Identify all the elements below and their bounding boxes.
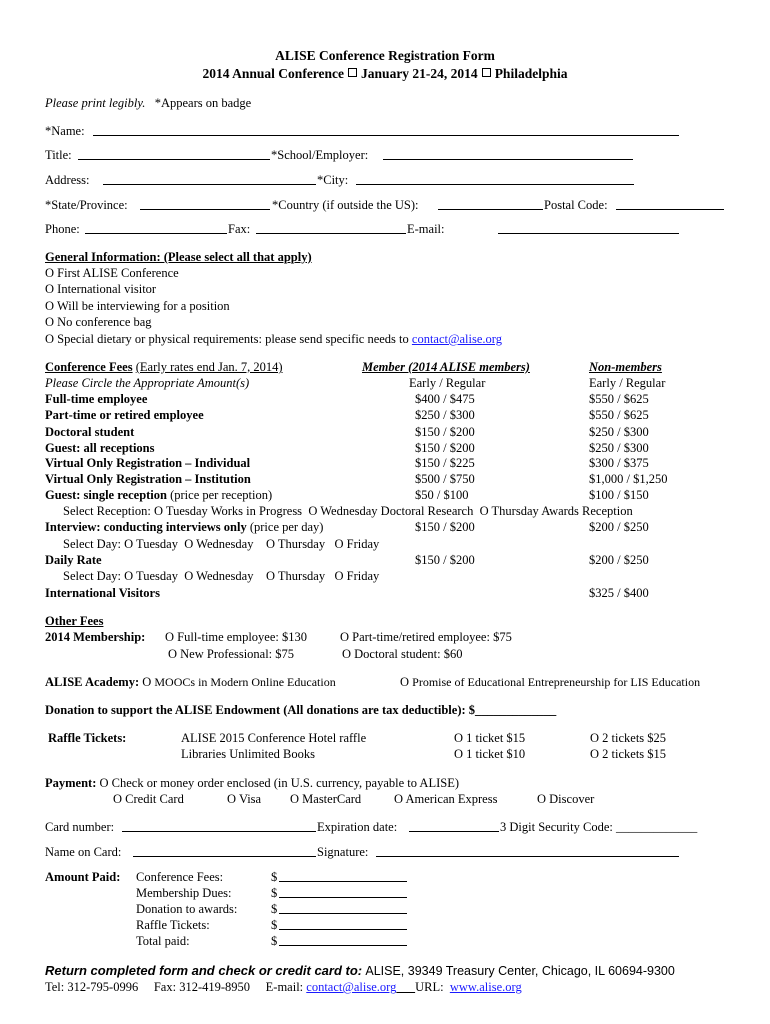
option-label: Special dietary or physical requirements: please send specific needs to <box>57 332 409 346</box>
name-on-card-label: Name on Card: <box>45 845 122 859</box>
return-address: ALISE, 39349 Treasury Center, Chicago, IL 60694-9300 <box>365 964 675 978</box>
city-label: *City: <box>317 173 349 187</box>
select-day-row <box>63 569 379 584</box>
academy-option[interactable] <box>400 675 700 690</box>
footer-contact <box>45 980 522 995</box>
postal-label: Postal Code: <box>544 198 608 212</box>
option-no-bag[interactable] <box>45 315 152 330</box>
radio-icon[interactable]: O <box>184 537 194 551</box>
member-fee[interactable]: $150 / $225 <box>415 456 475 470</box>
day-option[interactable] <box>334 537 379 551</box>
academy-row <box>45 675 336 690</box>
form-subtitle <box>0 66 770 81</box>
fax-field[interactable] <box>256 233 406 234</box>
circle-instruction: Please Circle the Appropriate Amount(s) <box>45 376 250 390</box>
day-option[interactable] <box>184 537 253 551</box>
phone-field[interactable] <box>85 233 227 234</box>
payment-method[interactable] <box>290 792 361 807</box>
nonmember-fee[interactable]: $300 / $375 <box>589 456 649 470</box>
amount-field-raffle[interactable] <box>279 929 407 930</box>
state-label: *State/Province: <box>45 198 128 212</box>
check-option[interactable] <box>100 776 460 790</box>
reception-option[interactable] <box>154 504 302 518</box>
separator-box-icon <box>482 68 491 77</box>
amount-paid-label: Amount Paid: <box>45 870 121 884</box>
radio-icon[interactable]: O <box>537 792 547 806</box>
day-option[interactable] <box>124 537 178 551</box>
payment-method-label: MasterCard <box>302 792 362 806</box>
day-label: Thursday <box>277 569 326 583</box>
intro <box>45 96 251 111</box>
dollar-sign: $ <box>271 902 278 916</box>
fees-title: Conference Fees <box>45 360 133 374</box>
security-code[interactable]: 3 Digit Security Code: _____________ <box>500 820 698 834</box>
membership-label: 2014 Membership: <box>45 630 146 644</box>
radio-icon[interactable]: O <box>45 266 55 280</box>
member-fee[interactable]: $150 / $200 <box>415 553 475 567</box>
option-first-conference[interactable] <box>45 266 179 281</box>
dollar-sign: $ <box>271 934 278 948</box>
payment-label: Payment: <box>45 776 97 790</box>
day-option[interactable] <box>266 537 325 551</box>
radio-icon[interactable]: O <box>99 776 109 790</box>
option-international[interactable] <box>45 282 156 297</box>
day-option[interactable] <box>184 569 253 583</box>
radio-icon[interactable]: O <box>45 315 55 329</box>
fee-row-label: Doctoral student <box>45 425 135 439</box>
member-fee[interactable]: $150 / $200 <box>415 425 475 439</box>
nonmember-fee[interactable]: $250 / $300 <box>589 425 649 439</box>
fee-row-label: Full-time employee <box>45 392 148 406</box>
radio-icon[interactable]: O <box>45 332 55 346</box>
option-label: First ALISE Conference <box>57 266 179 280</box>
radio-icon[interactable]: O <box>334 569 344 583</box>
member-fee[interactable]: $250 / $300 <box>415 408 475 422</box>
option-interviewing[interactable] <box>45 299 230 314</box>
fax-label: Fax: <box>228 222 251 236</box>
raffle-option-label: 2 tickets $15 <box>602 747 667 761</box>
dollar-sign: $ <box>271 870 278 884</box>
membership-option-label: Full-time employee: $130 <box>177 630 307 644</box>
expiration-field[interactable] <box>409 831 499 832</box>
academy-option[interactable] <box>142 675 335 689</box>
employer-field[interactable] <box>383 159 633 160</box>
membership-option-label: Part-time/retired employee: $75 <box>352 630 512 644</box>
select-day-label: Select Day: <box>63 569 121 583</box>
raffle-option[interactable] <box>454 747 525 762</box>
radio-icon[interactable]: O <box>290 792 300 806</box>
dollar-sign: $ <box>271 918 278 932</box>
amount-item-label: Raffle Tickets: <box>136 918 210 932</box>
interview-row <box>45 520 323 535</box>
select-reception-row <box>63 504 633 519</box>
email-label: E-mail: <box>407 222 445 236</box>
form-title: ALISE Conference Registration Form <box>275 48 495 63</box>
day-label: Friday <box>346 569 380 583</box>
member-fee[interactable]: $400 / $475 <box>415 392 475 406</box>
radio-icon[interactable]: O <box>479 504 489 518</box>
fee-row-label: Daily Rate <box>45 553 102 567</box>
radio-icon[interactable]: O <box>342 647 352 661</box>
radio-icon[interactable]: O <box>400 675 410 689</box>
day-option[interactable] <box>124 569 178 583</box>
radio-icon[interactable]: O <box>334 537 344 551</box>
donation-line[interactable]: Donation to support the ALISE Endowment (All donations are tax deductible): $_____________ <box>45 703 557 717</box>
employer-label: *School/Employer: <box>271 148 369 162</box>
day-label: Friday <box>346 537 380 551</box>
name-label: *Name: <box>45 124 85 138</box>
nonmember-heading: Non-members <box>589 360 662 374</box>
title-label: Title: <box>45 148 72 162</box>
raffle-option[interactable] <box>590 747 666 762</box>
raffle-item: ALISE 2015 Conference Hotel raffle <box>181 731 367 745</box>
radio-icon[interactable]: O <box>142 675 152 689</box>
fee-row-label: Virtual Only Registration – Individual <box>45 456 251 470</box>
membership-option[interactable] <box>342 647 462 662</box>
expiration-label: Expiration date: <box>317 820 398 834</box>
raffle-option[interactable] <box>454 731 525 746</box>
address-field[interactable] <box>103 184 316 185</box>
nonmember-fee[interactable]: $250 / $300 <box>589 441 649 455</box>
amount-item-label: Membership Dues: <box>136 886 232 900</box>
reception-label: Thursday Awards Reception <box>491 504 633 518</box>
fee-row-note: (price per reception) <box>170 488 273 502</box>
radio-icon[interactable]: O <box>590 731 600 745</box>
fees-note: (Early rates end Jan. 7, 2014) <box>135 360 283 374</box>
dollar-sign: $ <box>271 886 278 900</box>
academy-option-label: MOOCs in Modern Online Education <box>154 675 336 689</box>
card-number-field[interactable] <box>122 831 316 832</box>
radio-icon[interactable]: O <box>308 504 318 518</box>
payment-row <box>45 776 459 791</box>
membership-option-label: New Professional: $75 <box>180 647 295 661</box>
radio-icon[interactable]: O <box>168 647 178 661</box>
raffle-option-label: 1 ticket $10 <box>466 747 526 761</box>
fee-row-note: (price per day) <box>249 520 324 534</box>
fee-row-label: Virtual Only Registration – Institution <box>45 472 251 486</box>
payment-method[interactable] <box>227 792 261 807</box>
subtitle-city: Philadelphia <box>494 66 568 81</box>
academy-label: ALISE Academy: <box>45 675 140 689</box>
payment-method[interactable] <box>394 792 497 807</box>
option-label: Will be interviewing for a position <box>56 299 230 313</box>
country-field[interactable] <box>438 209 543 210</box>
member-fee[interactable]: $150 / $200 <box>415 441 475 455</box>
option-label: International visitor <box>57 282 157 296</box>
amount-field-donation[interactable] <box>279 913 407 914</box>
raffle-label: Raffle Tickets: <box>48 731 127 745</box>
fee-row-label: Guest: single reception <box>45 488 167 502</box>
other-fees-heading: Other Fees <box>45 614 104 628</box>
member-early-regular: Early / Regular <box>409 376 486 390</box>
day-label: Thursday <box>277 537 326 551</box>
nonmember-fee[interactable]: $550 / $625 <box>589 392 649 406</box>
signature-field[interactable] <box>376 856 679 857</box>
fee-row-label: International Visitors <box>45 586 160 600</box>
general-heading: General Information: (Please select all that apply) <box>45 250 312 264</box>
amount-field-total[interactable] <box>279 945 407 946</box>
member-fee[interactable]: $150 / $200 <box>415 520 475 534</box>
nonmember-fee[interactable]: $100 / $150 <box>589 488 649 502</box>
nonmember-fee[interactable]: $200 / $250 <box>589 520 649 534</box>
radio-icon[interactable]: O <box>265 537 275 551</box>
state-field[interactable] <box>140 209 270 210</box>
amount-item-label: Total paid: <box>136 934 190 948</box>
reception-label: Wednesday Doctoral Research <box>320 504 474 518</box>
check-option-label: Check or money order enclosed (in U.S. currency, payable to ALISE) <box>111 776 460 790</box>
name-field[interactable] <box>93 135 679 136</box>
member-fee[interactable]: $50 / $100 <box>415 488 469 502</box>
payment-method[interactable] <box>537 792 594 807</box>
radio-icon[interactable]: O <box>454 747 464 761</box>
return-instruction: Return completed form and check or credit card to: <box>45 963 363 978</box>
phone-label: Phone: <box>45 222 80 236</box>
option-label: No conference bag <box>57 315 152 329</box>
radio-icon[interactable]: O <box>153 504 163 518</box>
academy-option-label: Promise of Educational Entrepreneurship for LIS Education <box>412 675 701 689</box>
membership-option[interactable] <box>168 647 294 662</box>
reception-label: Tuesday Works in Progress <box>165 504 303 518</box>
member-fee[interactable]: $500 / $750 <box>415 472 475 486</box>
nonmember-fee[interactable]: $1,000 / $1,250 <box>589 472 668 486</box>
radio-icon[interactable]: O <box>124 569 134 583</box>
city-field[interactable] <box>356 184 634 185</box>
radio-icon[interactable]: O <box>113 792 123 806</box>
day-label: Wednesday <box>196 569 254 583</box>
postal-field[interactable] <box>616 209 724 210</box>
guest-single-row <box>45 488 272 503</box>
signature-label: Signature: <box>317 845 369 859</box>
select-day-row <box>63 537 379 552</box>
card-number-label: Card number: <box>45 820 115 834</box>
select-day-label: Select Day: <box>63 537 121 551</box>
return-line <box>45 963 675 979</box>
day-label: Wednesday <box>196 537 254 551</box>
radio-icon[interactable]: O <box>45 299 55 313</box>
member-heading: Member (2014 ALISE members) <box>362 360 530 374</box>
option-special-needs[interactable] <box>45 332 502 347</box>
subtitle-dates: January 21-24, 2014 <box>361 66 478 81</box>
footer-tel: Tel: 312-795-0996 <box>45 980 139 994</box>
radio-icon[interactable]: O <box>124 537 134 551</box>
address-label: Address: <box>45 173 90 187</box>
email-field[interactable] <box>498 233 679 234</box>
radio-icon[interactable]: O <box>184 569 194 583</box>
print-legibly-note: Please print legibly. <box>45 96 146 110</box>
reception-option[interactable] <box>480 504 633 518</box>
radio-icon[interactable]: O <box>165 630 175 644</box>
fee-row-label: Guest: all receptions <box>45 441 155 455</box>
nonmember-fee[interactable]: $550 / $625 <box>589 408 649 422</box>
day-label: Tuesday <box>136 537 178 551</box>
badge-note: *Appears on badge <box>154 96 252 110</box>
reception-option[interactable] <box>308 504 473 518</box>
amount-field-membership[interactable] <box>279 897 407 898</box>
payment-method-label: American Express <box>405 792 498 806</box>
footer-url-link[interactable]: www.alise.org <box>449 980 522 994</box>
raffle-option-label: 2 tickets $25 <box>602 731 667 745</box>
name-on-card-field[interactable] <box>133 856 316 857</box>
radio-icon[interactable]: O <box>340 630 350 644</box>
membership-option[interactable] <box>340 630 512 645</box>
footer-email-link[interactable]: contact@alise.org <box>306 980 397 994</box>
raffle-item: Libraries Unlimited Books <box>181 747 316 761</box>
footer-email-label: E-mail: <box>265 980 304 994</box>
membership-option-label: Doctoral student: $60 <box>354 647 463 661</box>
separator-box-icon <box>348 68 357 77</box>
subtitle-conference: 2014 Annual Conference <box>202 66 345 81</box>
country-label: *Country (if outside the US): <box>272 198 419 212</box>
contact-email-link[interactable]: contact@alise.org <box>411 332 502 346</box>
amount-field-conference[interactable] <box>279 881 407 882</box>
day-option[interactable] <box>266 569 325 583</box>
payment-method-label: Visa <box>238 792 262 806</box>
footer-url-label: URL: <box>415 980 444 994</box>
footer-fax: Fax: 312-419-8950 <box>153 980 251 994</box>
radio-icon[interactable]: O <box>45 282 55 296</box>
nonmember-fee[interactable]: $200 / $250 <box>589 553 649 567</box>
day-label: Tuesday <box>136 569 178 583</box>
nonmember-early-regular: Early / Regular <box>589 376 666 390</box>
payment-method[interactable] <box>113 792 184 807</box>
raffle-option-label: 1 ticket $15 <box>466 731 526 745</box>
amount-item-label: Conference Fees: <box>136 870 224 884</box>
nonmember-fee[interactable]: $325 / $400 <box>589 586 649 600</box>
membership-option[interactable] <box>165 630 307 645</box>
fees-heading <box>45 360 283 375</box>
payment-method-label: Credit Card <box>125 792 184 806</box>
radio-icon[interactable]: O <box>265 569 275 583</box>
title-field[interactable] <box>78 159 270 160</box>
payment-method-label: Discover <box>549 792 595 806</box>
raffle-option[interactable] <box>590 731 666 746</box>
amount-item-label: Donation to awards: <box>136 902 238 916</box>
select-reception-label: Select Reception: <box>63 504 151 518</box>
radio-icon[interactable]: O <box>454 731 464 745</box>
fee-row-label: Part-time or retired employee <box>45 408 204 422</box>
day-option[interactable] <box>334 569 379 583</box>
radio-icon[interactable]: O <box>227 792 237 806</box>
fee-row-label: Interview: conducting interviews only <box>45 520 247 534</box>
radio-icon[interactable]: O <box>590 747 600 761</box>
radio-icon[interactable]: O <box>394 792 404 806</box>
